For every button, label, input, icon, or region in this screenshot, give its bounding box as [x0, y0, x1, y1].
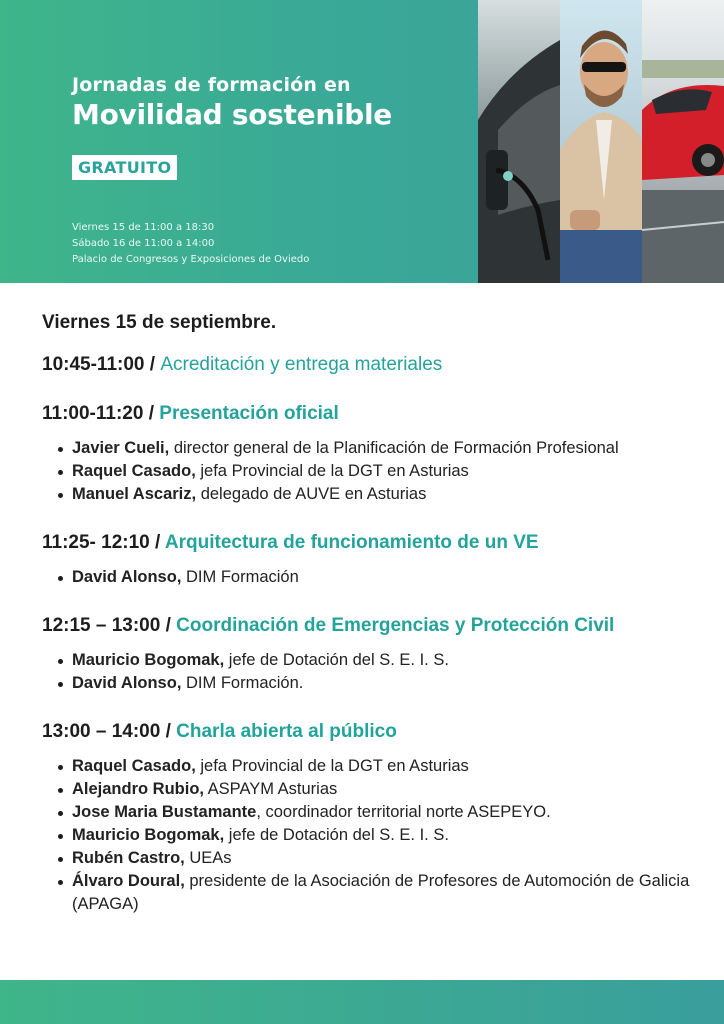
slot-title: Arquitectura de funcionamiento de un VE [164, 532, 539, 553]
speaker-role: delegado de AUVE en Asturias [196, 485, 427, 503]
slot-time: 12:15 – 13:00 / [42, 615, 177, 636]
program [42, 312, 692, 916]
list-item [58, 824, 692, 847]
speaker-role: jefa Provincial de la DGT en Asturias [195, 462, 469, 480]
speaker-role: director general de la Planificación de Formación Profesional [169, 439, 619, 457]
speaker-role: presidente de la Asociación de Profesores de Automoción de Galicia (APAGA) [72, 872, 690, 913]
speaker-list [58, 755, 692, 916]
list-item [58, 649, 692, 672]
speaker-role: jefe de Dotación del S. E. I. S. [224, 651, 449, 669]
event-info-venue: Palacio de Congresos y Exposiciones de Oviedo [72, 254, 310, 265]
event-info [72, 220, 392, 268]
list-item [58, 437, 692, 460]
list-item [58, 460, 692, 483]
speaker-name: Mauricio Bogomak, [72, 651, 225, 669]
speaker-role: , coordinador territorial norte ASEPEYO. [256, 803, 551, 821]
speaker-list [58, 566, 692, 589]
slot-heading [42, 721, 692, 743]
slot-ev-architecture [42, 532, 692, 589]
free-badge: GRATUITO [72, 155, 177, 180]
list-item [58, 755, 692, 778]
photo-ev-charging [478, 0, 560, 283]
slot-open-talk [42, 721, 692, 916]
slot-time: 11:25- 12:10 / [42, 532, 165, 553]
slot-emergency-coordination [42, 615, 692, 695]
speaker-name: Manuel Ascariz, [72, 485, 197, 503]
slot-title: Acreditación y entrega materiales [160, 354, 443, 375]
list-item [58, 483, 692, 506]
speaker-name: Raquel Casado, [72, 462, 196, 480]
slot-heading [42, 354, 692, 376]
header-text [72, 74, 392, 268]
list-item [58, 672, 692, 695]
slot-title: Presentación oficial [159, 403, 339, 424]
speaker-name: Mauricio Bogomak, [72, 826, 225, 844]
speaker-role: ASPAYM Asturias [204, 780, 338, 798]
speaker-name: David Alonso, [72, 568, 182, 586]
header-banner [0, 0, 724, 283]
event-info-friday: Viernes 15 de 11:00 a 18:30 [72, 222, 215, 233]
speaker-name: Raquel Casado, [72, 757, 196, 775]
footer-bar [0, 980, 724, 1024]
slot-official-presentation [42, 403, 692, 506]
speaker-list [58, 649, 692, 695]
slot-time: 10:45-11:00 / [42, 354, 161, 375]
list-item [58, 870, 692, 916]
speaker-name: Javier Cueli, [72, 439, 170, 457]
slot-time: 11:00-11:20 / [42, 403, 160, 424]
list-item [58, 566, 692, 589]
day-title: Viernes 15 de septiembre. [42, 312, 277, 333]
speaker-name: Álvaro Doural, [72, 872, 185, 890]
photo-red-car [642, 0, 724, 283]
event-title-line1: Jornadas de formación en [72, 74, 351, 96]
event-info-saturday: Sábado 16 de 11:00 a 14:00 [72, 238, 215, 249]
list-item [58, 778, 692, 801]
speaker-name: Jose Maria Bustamante [72, 803, 257, 821]
list-item [58, 847, 692, 870]
slot-heading [42, 532, 692, 554]
list-item [58, 801, 692, 824]
header-photos [478, 0, 724, 283]
slot-accreditation [42, 354, 692, 376]
event-title-line2: Movilidad sostenible [72, 98, 392, 131]
speaker-list [58, 437, 692, 506]
photo-driver [560, 0, 642, 283]
speaker-role: jefe de Dotación del S. E. I. S. [224, 826, 449, 844]
speaker-role: UEAs [184, 849, 232, 867]
speaker-role: DIM Formación. [181, 674, 304, 692]
speaker-role: DIM Formación [181, 568, 299, 586]
slot-title: Charla abierta al público [176, 721, 397, 742]
slot-heading [42, 403, 692, 425]
speaker-name: David Alonso, [72, 674, 182, 692]
slot-heading [42, 615, 692, 637]
speaker-name: Alejandro Rubio, [72, 780, 204, 798]
slot-title: Coordinación de Emergencias y Protección Civil [176, 615, 615, 636]
slot-time: 13:00 – 14:00 / [42, 721, 177, 742]
speaker-role: jefa Provincial de la DGT en Asturias [195, 757, 469, 775]
speaker-name: Rubén Castro, [72, 849, 185, 867]
